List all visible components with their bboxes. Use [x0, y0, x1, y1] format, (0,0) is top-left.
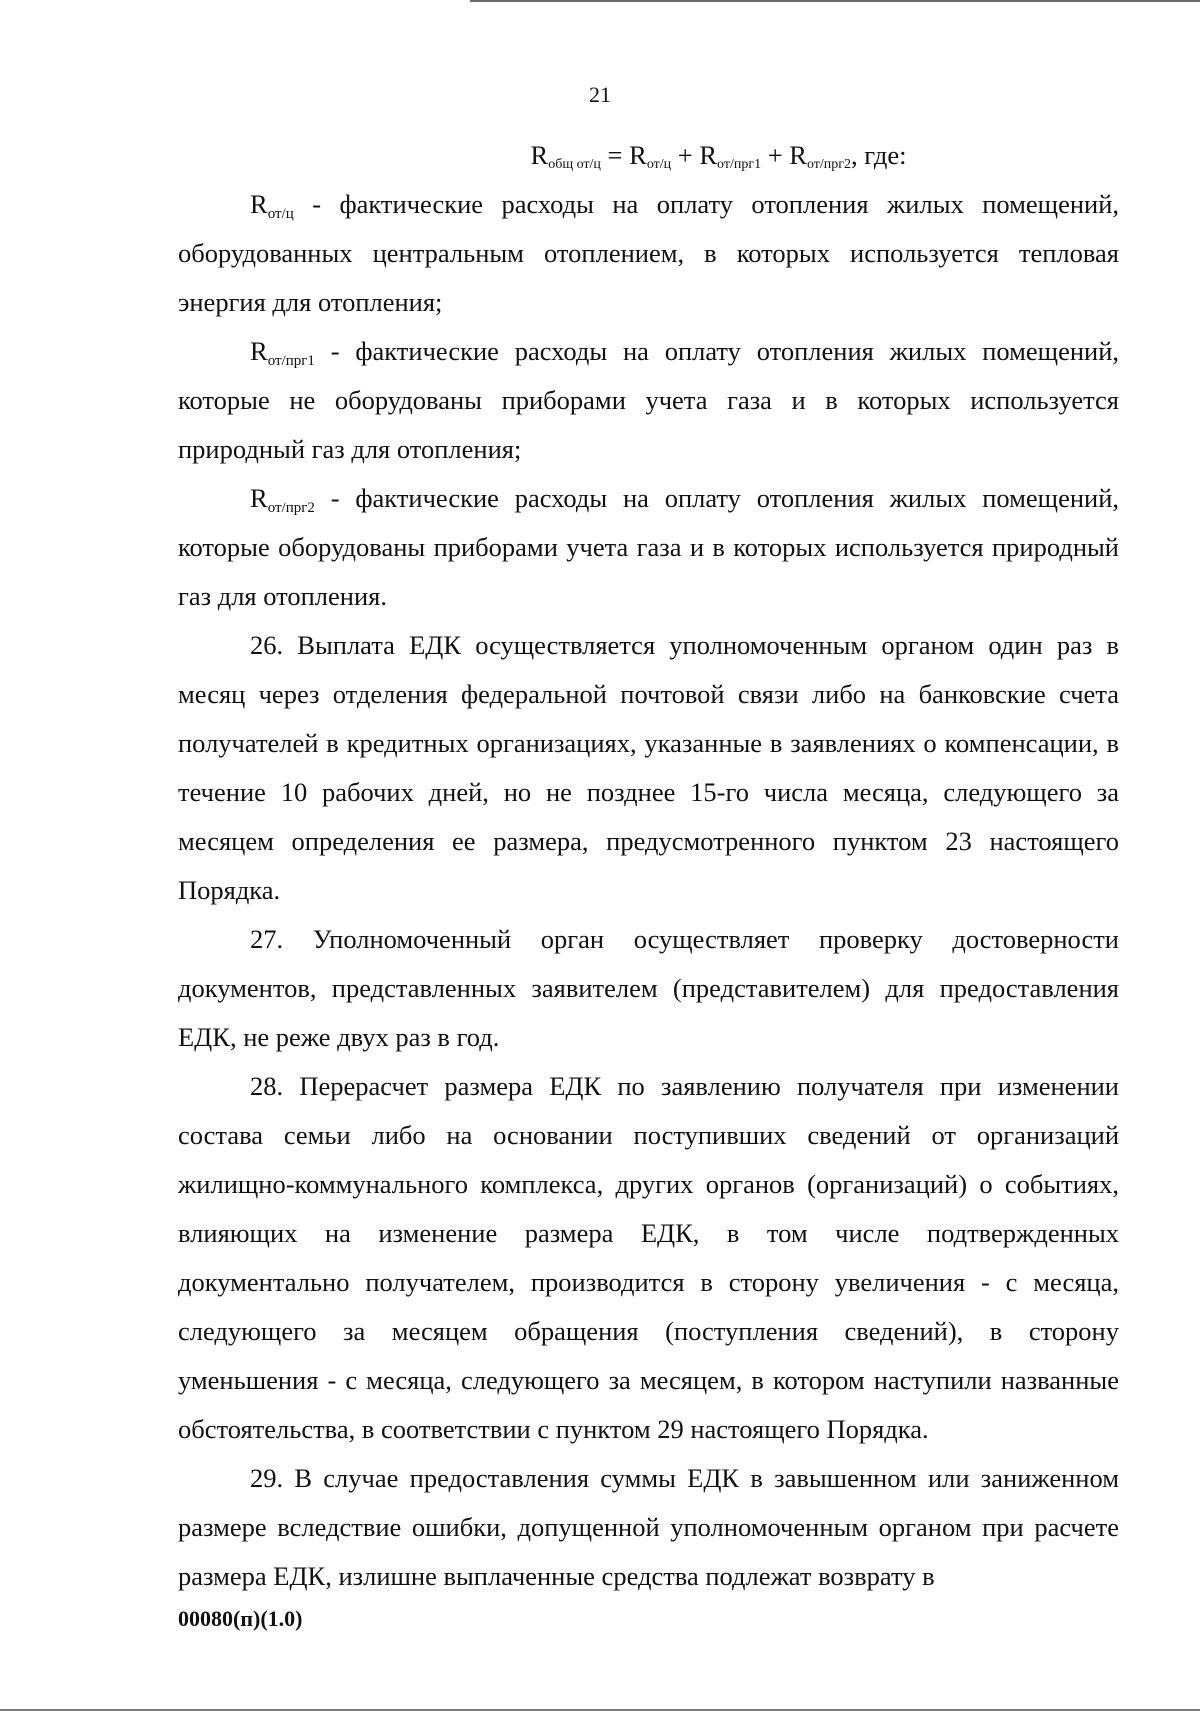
definition-r-ot-prg2: $R_{от/прг2}$ - фактические расходы на оплату отопления жилых помещений, которые оборудованы приборами учета газа и в которых используется природный газ для отопления.: [178, 483, 1119, 611]
paragraph-28: 28. Перерасчет размера ЕДК по заявлению получателя при изменении состава семьи либо на основании поступивших сведений от организаций жилищно-коммунального комплекса, других органов (организаций) о событиях, влияющих на изменение размера ЕДК, в том числе подтвержденных документально получателем, производится в сторону увеличения - с месяца, следующего за месяцем обращения (поступления сведений), в сторону уменьшения - с месяца, следующего за месяцем, в котором наступили названные обстоятельства, в соответствии с пунктом 29 настоящего Порядка.: [178, 1071, 1119, 1444]
paragraph-29: 29. В случае предоставления суммы ЕДК в завышенном или заниженном размере вследствие ошибки, допущенной уполномоченным органом при расчете размера ЕДК, излишне выплаченные средства подлежат возврату в: [178, 1463, 1119, 1591]
document-body: [178, 130, 1119, 1601]
formula-term-1: $R_{от/ц}$: [629, 140, 672, 172]
bottom-border-line: [0, 1709, 1200, 1711]
formula-term-3: $R_{от/прг2}$: [789, 140, 852, 172]
page-number: 21: [589, 82, 611, 107]
definition-r-ot-c: $R_{от/ц}$ - фактические расходы на оплату отопления жилых помещений, оборудованных центральным отоплением, в которых используется тепловая энергия для отопления;: [178, 189, 1119, 317]
paragraph-26: 26. Выплата ЕДК осуществляется уполномоченным органом один раз в месяц через отделения федеральной почтовой связи либо на банковские счета получателей в кредитных организациях, указанные в заявлениях о компенсации, в течение 10 рабочих дней, но не позднее 15-го числа месяца, следующего за месяцем определения ее размера, предусмотренного пунктом 23 настоящего Порядка.: [178, 630, 1119, 905]
definition-r-ot-prg1: $R_{от/прг1}$ - фактические расходы на оплату отопления жилых помещений, которые не оборудованы приборами учета газа и в которых используется природный газ для отопления;: [178, 336, 1119, 464]
top-border-line: [470, 0, 1200, 2]
paragraph-27: 27. Уполномоченный орган осуществляет проверку достоверности документов, представленных заявителем (представителем) для предоставления ЕДК, не реже двух раз в год.: [178, 924, 1119, 1052]
formula-lhs: $R_{общ от/ц}$: [530, 140, 601, 172]
document-code: 00080(п)(1.0): [178, 1606, 303, 1631]
formula-term-2: $R_{от/прг1}$: [699, 140, 762, 172]
formula-line: $R_{общ от/ц} = R_{от/ц} + R_{от/прг1} + R_{от/прг2}$, где:: [530, 140, 907, 172]
